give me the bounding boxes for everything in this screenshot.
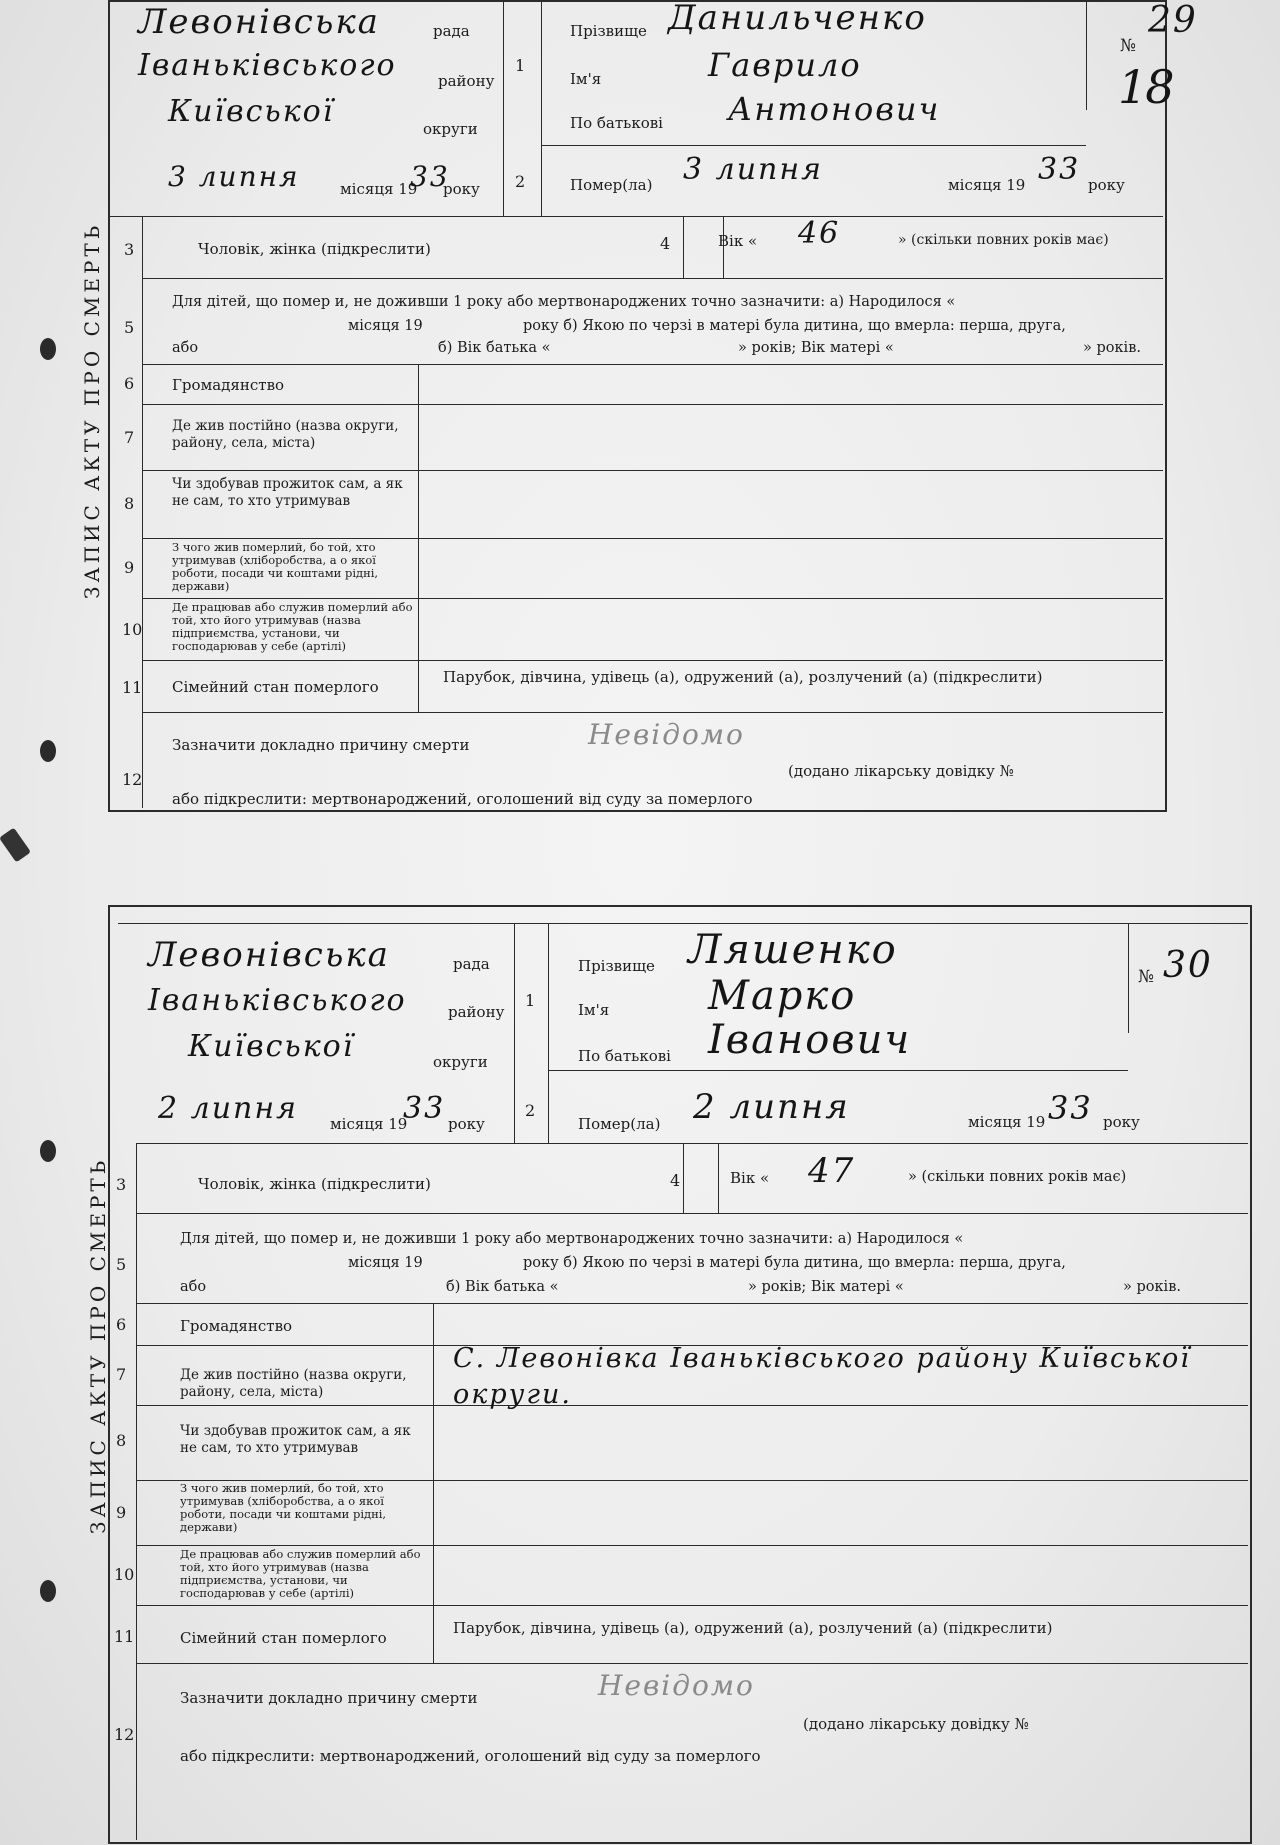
row-number: 3	[116, 1175, 127, 1194]
surname-handwritten: Данильченко	[668, 0, 927, 38]
row-number: 1	[515, 56, 526, 75]
row-number: 6	[124, 374, 135, 393]
children-line-3d: » років.	[1123, 1279, 1181, 1295]
surname-label: Прізвище	[578, 957, 655, 975]
death-month-label: місяця 19	[948, 176, 1026, 194]
death-year-label: року	[1088, 176, 1125, 194]
certificate-label: (додано лікарську довідку №	[803, 1715, 1029, 1733]
age-suffix-label: » (скільки повних років має)	[908, 1169, 1127, 1185]
reg-month-label: місяця 19	[330, 1115, 408, 1133]
livelihood-label: Чи здобував прожиток сам, а як не сам, то хто утримував	[172, 476, 403, 509]
marital-label: Сімейний стан померлого	[172, 678, 379, 696]
children-line-3b: б) Вік батька «	[438, 340, 551, 356]
age-handwritten: 46	[798, 216, 841, 251]
cause-handwritten: Невідомо	[588, 718, 745, 751]
row-number: 5	[124, 318, 135, 337]
okruha-label: округи	[433, 1053, 488, 1071]
death-date-handwritten: 2 липня	[693, 1087, 850, 1127]
certificate-label: (додано лікарську довідку №	[788, 762, 1014, 780]
punch-hole	[40, 1140, 56, 1162]
row-number: 5	[116, 1255, 127, 1274]
age-label: Вік «	[718, 232, 758, 250]
name-label: Ім'я	[570, 70, 602, 88]
reg-date-handwritten: 3 липня	[168, 160, 300, 193]
raion-label: району	[448, 1003, 505, 1021]
rada-label: рада	[433, 22, 470, 40]
name-label: Ім'я	[578, 1001, 610, 1019]
row-number: 12	[122, 770, 143, 789]
surname-handwritten: Ляшенко	[688, 927, 898, 973]
income-source-label: З чого жив померлий, бо той, хто утримував (хліборобства, а о якої роботи, посади чи коштами рідні, держави)	[172, 540, 379, 593]
record-number-handwritten: 30	[1163, 945, 1213, 986]
death-year-handwritten: 33	[1048, 1089, 1093, 1127]
row-number: 2	[515, 172, 526, 191]
rada-label: рада	[453, 955, 490, 973]
name-handwritten: Гаврило	[708, 46, 862, 84]
surname-label: Прізвище	[570, 22, 647, 40]
patronymic-handwritten: Антонович	[728, 90, 941, 128]
death-date-handwritten: 3 липня	[683, 152, 823, 187]
reg-month-label: місяця 19	[340, 180, 418, 198]
sex-label: Чоловік, жінка (підкреслити)	[198, 240, 431, 258]
row-number: 11	[114, 1627, 135, 1646]
reg-year-label: року	[443, 180, 480, 198]
row-number: 7	[124, 428, 135, 447]
name-handwritten: Марко	[708, 973, 857, 1019]
raion-label: району	[438, 72, 495, 90]
okruha-label: округи	[423, 120, 478, 138]
raion-handwritten: Іваньківського	[138, 48, 397, 83]
children-line-3c: » років; Вік матері «	[748, 1279, 904, 1295]
stillborn-label: або підкреслити: мертвонароджений, оголошений від суду за померлого	[180, 1747, 761, 1765]
livelihood-label: Чи здобував прожиток сам, а як не сам, то хто утримував	[180, 1423, 411, 1456]
reg-year-label: року	[448, 1115, 485, 1133]
reg-year-handwritten: 33	[410, 160, 450, 193]
age-handwritten: 47	[808, 1151, 856, 1191]
raion-handwritten: Іваньківського	[148, 983, 407, 1018]
residence-handwritten: С. Левонівка Іваньківського району Київської округи.	[453, 1343, 1191, 1410]
rada-handwritten: Левонівська	[148, 935, 390, 975]
children-line-1: Для дітей, що помер и, не доживши 1 року або мертвонароджених точно зазначити: а) Народилося «	[180, 1231, 964, 1247]
died-label: Помер(ла)	[570, 176, 653, 194]
row-number: 6	[116, 1315, 127, 1334]
children-line-3b: б) Вік батька «	[446, 1279, 559, 1295]
stillborn-label: або підкреслити: мертвонароджений, оголошений від суду за померлого	[172, 790, 753, 808]
row-number: 9	[124, 558, 135, 577]
residence-label: Де жив постійно (назва округи, району, села, міста)	[172, 418, 399, 451]
children-line-3a: або	[172, 340, 199, 356]
children-line-1: Для дітей, що помер и, не доживши 1 року або мертвонароджених точно зазначити: а) Народилося «	[172, 294, 956, 310]
record-number-label: №	[1138, 967, 1155, 987]
punch-hole	[40, 338, 56, 360]
patronymic-handwritten: Іванович	[708, 1017, 912, 1063]
reg-date-handwritten: 2 липня	[158, 1091, 298, 1126]
row-number: 10	[114, 1565, 135, 1584]
workplace-label: Де працював або служив померлий або той, хто його утримував (назва підприємства, установи, чи господарював у себе (артілі)	[172, 600, 413, 653]
children-line-2b: року б) Якою по черзі в матері була дитина, що вмерла: перша, друга,	[523, 1255, 1066, 1271]
marital-options: Парубок, дівчина, удівець (а), одружений (а), розлучений (а) (підкреслити)	[453, 1619, 1053, 1637]
marital-options: Парубок, дівчина, удівець (а), одружений (а), розлучений (а) (підкреслити)	[443, 668, 1043, 686]
children-line-3c: » років; Вік матері «	[738, 340, 894, 356]
children-line-3d: » років.	[1083, 340, 1141, 356]
sex-label: Чоловік, жінка (підкреслити)	[198, 1175, 431, 1193]
okruha-handwritten: Київської	[188, 1029, 355, 1064]
rada-handwritten: Левонівська	[138, 2, 380, 42]
row-number: 1	[525, 991, 536, 1010]
record-number-handwritten: 29	[1148, 0, 1198, 41]
workplace-label: Де працював або служив померлий або той, хто його утримував (назва підприємства, установи, чи господарював у себе (артілі)	[180, 1547, 421, 1600]
row-number: 2	[525, 1101, 536, 1120]
death-record-form-2	[86, 905, 1268, 1845]
side-title: ЗАПИС АКТУ ПРО СМЕРТЬ	[86, 1156, 110, 1534]
residence-label: Де жив постійно (назва округи, району, села, міста)	[180, 1367, 407, 1400]
row-number: 7	[116, 1365, 127, 1384]
marital-label: Сімейний стан померлого	[180, 1629, 387, 1647]
children-line-2: місяця 19	[348, 1255, 423, 1271]
cause-label: Зазначити докладно причину смерти	[172, 736, 470, 754]
punch-hole	[40, 740, 56, 762]
record-number-label: №	[1120, 36, 1137, 56]
row-number: 12	[114, 1725, 135, 1744]
margin-note: 18	[1118, 60, 1173, 114]
death-record-form-1	[80, 0, 1268, 832]
row-number: 8	[116, 1431, 127, 1450]
cause-label: Зазначити докладно причину смерти	[180, 1689, 478, 1707]
row-number: 4	[660, 234, 671, 253]
row-number: 9	[116, 1503, 127, 1522]
income-source-label: З чого жив померлий, бо той, хто утримував (хліборобства, а о якої роботи, посади чи коштами рідні, держави)	[180, 1481, 387, 1534]
row-number: 10	[122, 620, 143, 639]
died-label: Помер(ла)	[578, 1115, 661, 1133]
punch-hole	[40, 1580, 56, 1602]
row-number: 3	[124, 240, 135, 259]
death-month-label: місяця 19	[968, 1113, 1046, 1131]
citizenship-label: Громадянство	[180, 1317, 293, 1335]
children-line-3a: або	[180, 1279, 207, 1295]
age-suffix-label: » (скільки повних років має)	[898, 232, 1109, 248]
row-number: 4	[670, 1171, 681, 1190]
death-year-label: року	[1103, 1113, 1140, 1131]
cause-handwritten: Невідомо	[598, 1669, 755, 1702]
age-label: Вік «	[730, 1169, 770, 1187]
patronymic-label: По батькові	[578, 1047, 671, 1065]
children-line-2b: року б) Якою по черзі в матері була дитина, що вмерла: перша, друга,	[523, 318, 1066, 334]
patronymic-label: По батькові	[570, 114, 663, 132]
okruha-handwritten: Київської	[168, 94, 335, 129]
children-line-2: місяця 19	[348, 318, 423, 334]
row-number: 11	[122, 678, 143, 697]
death-year-handwritten: 33	[1038, 152, 1081, 187]
row-number: 8	[124, 494, 135, 513]
citizenship-label: Громадянство	[172, 376, 285, 394]
reg-year-handwritten: 33	[403, 1091, 446, 1126]
side-title: ЗАПИС АКТУ ПРО СМЕРТЬ	[80, 221, 104, 599]
binding-mark	[0, 828, 31, 863]
